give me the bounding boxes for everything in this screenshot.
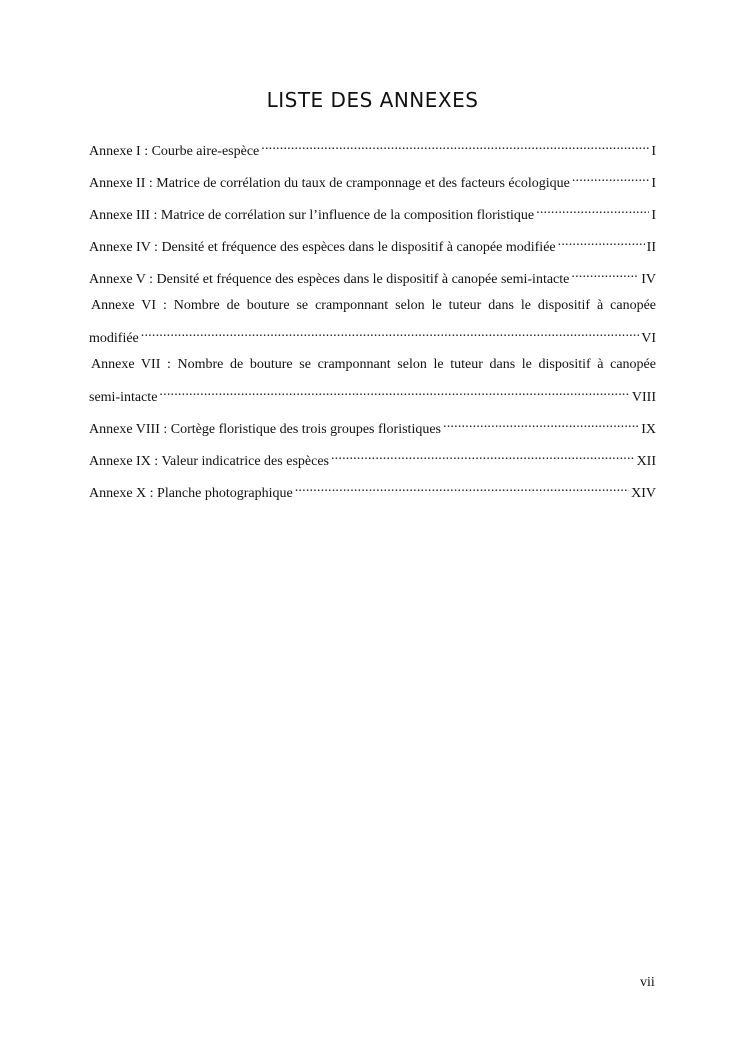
toc-entry-page: I	[651, 176, 656, 191]
dot-leader	[536, 200, 649, 219]
toc-entry-page: VIII	[631, 390, 656, 405]
dot-leader	[558, 232, 645, 251]
toc-entry-label: Annexe I : Courbe aire-espèce	[89, 144, 260, 159]
toc-entry-label-line1: Annexe VI : Nombre de bouture se cramponnant selon le tuteur dans le dispositif à canopée	[91, 298, 656, 313]
toc-entry-label-line1: Annexe VII : Nombre de bouture se cramponnant selon le tuteur dans le dispositif à canopée	[91, 357, 656, 372]
toc-entry-label: Annexe V : Densité et fréquence des espèces dans le dispositif à canopée semi-intacte	[89, 272, 570, 287]
dot-leader	[295, 478, 629, 497]
toc-entry-label: Annexe X : Planche photographique	[89, 486, 293, 501]
page-title: LISTE DES ANNEXES	[266, 88, 479, 112]
toc-entry-page: IV	[641, 272, 656, 287]
toc-entry-page: II	[646, 240, 656, 255]
page-number: vii	[640, 975, 655, 990]
toc-entry-annexe-1[interactable]	[89, 136, 656, 159]
toc-entry-label: Annexe IV : Densité et fréquence des espèces dans le dispositif à canopée modifiée	[89, 240, 556, 255]
toc-entry-annexe-10[interactable]	[89, 478, 656, 501]
toc-entry-page: I	[651, 208, 656, 223]
toc-entry-annexe-8[interactable]	[89, 414, 656, 437]
toc-entry-label-line2: semi-intacte	[89, 390, 158, 405]
toc-entry-annexe-3[interactable]	[89, 200, 656, 223]
dot-leader	[571, 264, 639, 283]
toc-entry-label: Annexe IX : Valeur indicatrice des espèces	[89, 454, 329, 469]
dot-leader	[572, 168, 649, 187]
toc-entry-label: Annexe III : Matrice de corrélation sur l’influence de la composition floristique	[89, 208, 535, 223]
dot-leader	[141, 323, 639, 342]
dot-leader	[261, 136, 649, 155]
toc-entry-label: Annexe II : Matrice de corrélation du taux de cramponnage et des facteurs écologique	[89, 176, 570, 191]
toc-entry-page: XIV	[631, 486, 656, 501]
toc-entry-annexe-2[interactable]	[89, 168, 656, 191]
toc-entry-label: Annexe VIII : Cortège floristique des trois groupes floristiques	[89, 422, 442, 437]
toc-entry-page: VI	[641, 331, 656, 346]
table-of-contents	[89, 128, 656, 501]
toc-entry-annexe-5[interactable]	[89, 264, 656, 287]
toc-entry-annexe-6[interactable]	[89, 296, 656, 346]
toc-entry-page: IX	[641, 422, 656, 437]
dot-leader	[159, 382, 629, 401]
dot-leader	[443, 414, 639, 433]
dot-leader	[331, 446, 635, 465]
toc-entry-annexe-7[interactable]	[89, 355, 656, 405]
toc-entry-page: XII	[636, 454, 656, 469]
toc-entry-label-line2: modifiée	[89, 331, 139, 346]
toc-entry-annexe-9[interactable]	[89, 446, 656, 469]
toc-entry-annexe-4[interactable]	[89, 232, 656, 255]
toc-entry-page: I	[651, 144, 656, 159]
